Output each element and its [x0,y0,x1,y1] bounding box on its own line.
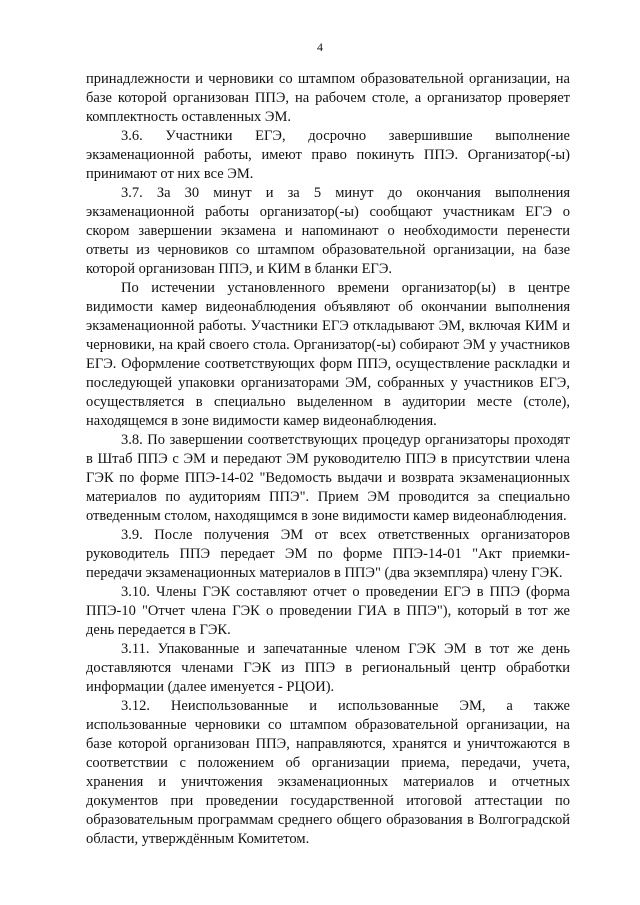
page-number: 4 [317,40,323,54]
paragraph-3-10: 3.10. Члены ГЭК составляют отчет о проведении ЕГЭ в ППЭ (форма ППЭ-10 "Отчет члена ГЭК о проведении ГИА в ППЭ"), который в тот же день передается в ГЭК. [86,584,570,638]
paragraph-continuation: принадлежности и черновики со штампом образовательной организации, на базе которой организован ППЭ, на рабочем столе, а организатор проверяет комплектность оставленных ЭМ. [86,71,570,125]
paragraph-3-12: 3.12. Неиспользованные и использованные ЭМ, а также использованные черновики со штампом образовательной организации, на базе которой организован ППЭ, направляются, хранятся и уничтожаются в соответствии с положением об организации приема, передачи, учета, хранения и уничтожения экзаменационных материалов и отчетных документов при проведении государственной итоговой аттестации по образовательным программам среднего общего образования в Волгоградской области, утверждённым Комитетом. [86,698,570,847]
document-body [86,70,570,849]
paragraph-3-7: 3.7. За 30 минут и за 5 минут до окончания выполнения экзаменационной работы организатор(-ы) сообщают участникам ЕГЭ о скором завершении экзамена и напоминают о необходимости перенести ответы из черновиков со штампом образовательной организации, на базе которой организован ППЭ, и КИМ в бланки ЕГЭ. [86,185,570,277]
paragraph-3-6: 3.6. Участники ЕГЭ, досрочно завершившие выполнение экзаменационной работы, имеют право покинуть ППЭ. Организатор(-ы) принимают от них все ЭМ. [86,128,570,182]
paragraph-3-9: 3.9. После получения ЭМ от всех ответственных организаторов руководитель ППЭ передает ЭМ по форме ППЭ-14-01 "Акт приемки-передачи экзаменационных материалов в ППЭ" (два экземпляра) члену ГЭК. [86,527,570,581]
paragraph-3-7-continuation: По истечении установленного времени организатор(ы) в центре видимости камер видеонаблюдения объявляют об окончании выполнения экзаменационной работы. Участники ЕГЭ откладывают ЭМ, включая КИМ и черновики, на край своего стола. Организатор(-ы) собирают ЭМ у участников ЕГЭ. Оформление соответствующих форм ППЭ, осуществление раскладки и последующей упаковки организаторами ЭМ, собранных у участников ЕГЭ, осуществляется в специально выделенном в аудитории месте (столе), находящемся в зоне видимости камер видеонаблюдения. [86,280,570,429]
paragraph-3-11: 3.11. Упакованные и запечатанные членом ГЭК ЭМ в тот же день доставляются членами ГЭК из ППЭ в региональный центр обработки информации (далее именуется - РЦОИ). [86,641,570,695]
paragraph-3-8: 3.8. По завершении соответствующих процедур организаторы проходят в Штаб ППЭ с ЭМ и передают ЭМ руководителю ППЭ в присутствии члена ГЭК по форме ППЭ-14-02 "Ведомость выдачи и возврата экзаменационных материалов по аудиториям ППЭ". Прием ЭМ проводится за специально отведенным столом, находящимся в зоне видимости камер видеонаблюдения. [86,432,570,524]
